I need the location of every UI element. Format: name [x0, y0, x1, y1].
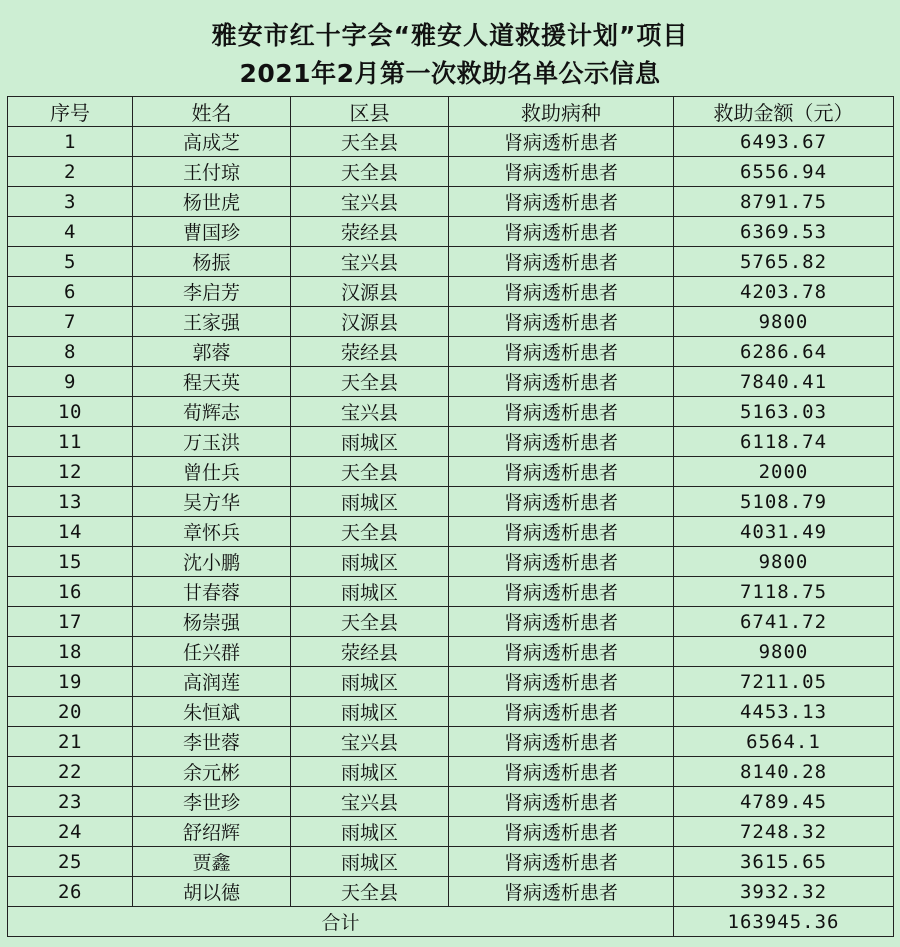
cell-name: 杨振	[133, 247, 291, 277]
cell-name: 吴方华	[133, 487, 291, 517]
cell-county: 汉源县	[291, 277, 449, 307]
cell-serial: 21	[8, 727, 133, 757]
cell-disease: 肾病透析患者	[449, 577, 674, 607]
cell-amount: 9800	[674, 307, 894, 337]
title-line-2: 2021年2月第一次救助名单公示信息	[239, 59, 661, 88]
cell-name: 杨崇强	[133, 607, 291, 637]
table-row	[8, 457, 894, 487]
cell-serial: 20	[8, 697, 133, 727]
cell-amount: 4031.49	[674, 517, 894, 547]
cell-county: 雨城区	[291, 847, 449, 877]
header-county: 区县	[291, 97, 449, 127]
header-serial: 序号	[8, 97, 133, 127]
cell-name: 李启芳	[133, 277, 291, 307]
assistance-table	[7, 96, 894, 937]
cell-amount: 8791.75	[674, 187, 894, 217]
cell-county: 宝兴县	[291, 727, 449, 757]
cell-amount: 6741.72	[674, 607, 894, 637]
cell-county: 宝兴县	[291, 187, 449, 217]
cell-serial: 17	[8, 607, 133, 637]
total-label: 合计	[8, 907, 674, 937]
cell-serial: 4	[8, 217, 133, 247]
table-row	[8, 577, 894, 607]
cell-county: 雨城区	[291, 487, 449, 517]
cell-disease: 肾病透析患者	[449, 757, 674, 787]
cell-serial: 16	[8, 577, 133, 607]
cell-county: 天全县	[291, 877, 449, 907]
cell-serial: 8	[8, 337, 133, 367]
table-row	[8, 727, 894, 757]
cell-serial: 18	[8, 637, 133, 667]
cell-county: 雨城区	[291, 817, 449, 847]
cell-county: 天全县	[291, 517, 449, 547]
table-row	[8, 217, 894, 247]
cell-amount: 4203.78	[674, 277, 894, 307]
cell-amount: 6369.53	[674, 217, 894, 247]
cell-serial: 14	[8, 517, 133, 547]
cell-disease: 肾病透析患者	[449, 277, 674, 307]
cell-serial: 9	[8, 367, 133, 397]
table-row	[8, 487, 894, 517]
cell-amount: 6118.74	[674, 427, 894, 457]
cell-name: 贾鑫	[133, 847, 291, 877]
table-row	[8, 127, 894, 157]
cell-amount: 6556.94	[674, 157, 894, 187]
table-row	[8, 427, 894, 457]
cell-amount: 4789.45	[674, 787, 894, 817]
cell-amount: 5163.03	[674, 397, 894, 427]
cell-disease: 肾病透析患者	[449, 247, 674, 277]
table-row	[8, 817, 894, 847]
header-amount: 救助金额（元）	[674, 97, 894, 127]
cell-amount: 6493.67	[674, 127, 894, 157]
cell-name: 王付琼	[133, 157, 291, 187]
cell-county: 天全县	[291, 607, 449, 637]
cell-disease: 肾病透析患者	[449, 337, 674, 367]
cell-name: 甘春蓉	[133, 577, 291, 607]
cell-serial: 26	[8, 877, 133, 907]
cell-county: 天全县	[291, 127, 449, 157]
header-row	[8, 97, 894, 127]
header-disease: 救助病种	[449, 97, 674, 127]
cell-disease: 肾病透析患者	[449, 607, 674, 637]
cell-county: 宝兴县	[291, 397, 449, 427]
cell-serial: 23	[8, 787, 133, 817]
cell-serial: 11	[8, 427, 133, 457]
table-row	[8, 157, 894, 187]
total-row	[8, 907, 894, 937]
cell-name: 程天英	[133, 367, 291, 397]
cell-serial: 15	[8, 547, 133, 577]
table-row	[8, 367, 894, 397]
cell-serial: 19	[8, 667, 133, 697]
cell-county: 雨城区	[291, 697, 449, 727]
cell-name: 李世蓉	[133, 727, 291, 757]
cell-name: 曾仕兵	[133, 457, 291, 487]
table-row	[8, 337, 894, 367]
cell-disease: 肾病透析患者	[449, 817, 674, 847]
cell-name: 任兴群	[133, 637, 291, 667]
cell-disease: 肾病透析患者	[449, 517, 674, 547]
cell-amount: 9800	[674, 637, 894, 667]
cell-disease: 肾病透析患者	[449, 847, 674, 877]
cell-amount: 3615.65	[674, 847, 894, 877]
cell-amount: 7118.75	[674, 577, 894, 607]
cell-disease: 肾病透析患者	[449, 127, 674, 157]
cell-name: 郭蓉	[133, 337, 291, 367]
cell-disease: 肾病透析患者	[449, 217, 674, 247]
table-row	[8, 757, 894, 787]
table-row	[8, 847, 894, 877]
table-row	[8, 547, 894, 577]
cell-name: 舒绍辉	[133, 817, 291, 847]
title-line-1: 雅安市红十字会“雅安人道救援计划”项目	[211, 21, 689, 50]
cell-county: 雨城区	[291, 757, 449, 787]
cell-disease: 肾病透析患者	[449, 487, 674, 517]
cell-disease: 肾病透析患者	[449, 157, 674, 187]
cell-amount: 5765.82	[674, 247, 894, 277]
cell-amount: 4453.13	[674, 697, 894, 727]
total-amount: 163945.36	[674, 907, 894, 937]
cell-disease: 肾病透析患者	[449, 727, 674, 757]
cell-county: 荥经县	[291, 217, 449, 247]
table-row	[8, 517, 894, 547]
cell-name: 王家强	[133, 307, 291, 337]
cell-amount: 8140.28	[674, 757, 894, 787]
cell-serial: 7	[8, 307, 133, 337]
cell-name: 高成芝	[133, 127, 291, 157]
cell-disease: 肾病透析患者	[449, 877, 674, 907]
table-row	[8, 397, 894, 427]
table-row	[8, 697, 894, 727]
cell-amount: 3932.32	[674, 877, 894, 907]
cell-county: 汉源县	[291, 307, 449, 337]
document-title	[0, 0, 900, 96]
cell-serial: 6	[8, 277, 133, 307]
cell-serial: 25	[8, 847, 133, 877]
table-row	[8, 667, 894, 697]
cell-county: 天全县	[291, 367, 449, 397]
cell-amount: 7211.05	[674, 667, 894, 697]
cell-disease: 肾病透析患者	[449, 547, 674, 577]
cell-name: 李世珍	[133, 787, 291, 817]
cell-county: 天全县	[291, 157, 449, 187]
cell-disease: 肾病透析患者	[449, 637, 674, 667]
cell-county: 雨城区	[291, 547, 449, 577]
cell-county: 荥经县	[291, 637, 449, 667]
table-row	[8, 307, 894, 337]
cell-serial: 1	[8, 127, 133, 157]
cell-name: 沈小鹏	[133, 547, 291, 577]
cell-amount: 7840.41	[674, 367, 894, 397]
cell-amount: 6286.64	[674, 337, 894, 367]
cell-disease: 肾病透析患者	[449, 187, 674, 217]
cell-name: 章怀兵	[133, 517, 291, 547]
cell-amount: 5108.79	[674, 487, 894, 517]
cell-county: 雨城区	[291, 577, 449, 607]
cell-disease: 肾病透析患者	[449, 667, 674, 697]
cell-disease: 肾病透析患者	[449, 457, 674, 487]
cell-county: 宝兴县	[291, 787, 449, 817]
cell-name: 朱恒斌	[133, 697, 291, 727]
table-row	[8, 877, 894, 907]
cell-disease: 肾病透析患者	[449, 397, 674, 427]
table-row	[8, 607, 894, 637]
cell-serial: 24	[8, 817, 133, 847]
cell-county: 雨城区	[291, 667, 449, 697]
cell-serial: 2	[8, 157, 133, 187]
cell-serial: 13	[8, 487, 133, 517]
cell-serial: 10	[8, 397, 133, 427]
table-row	[8, 277, 894, 307]
cell-name: 杨世虎	[133, 187, 291, 217]
cell-name: 余元彬	[133, 757, 291, 787]
cell-county: 宝兴县	[291, 247, 449, 277]
cell-county: 雨城区	[291, 427, 449, 457]
cell-serial: 5	[8, 247, 133, 277]
cell-county: 荥经县	[291, 337, 449, 367]
cell-serial: 3	[8, 187, 133, 217]
cell-amount: 6564.1	[674, 727, 894, 757]
header-name: 姓名	[133, 97, 291, 127]
cell-disease: 肾病透析患者	[449, 307, 674, 337]
cell-amount: 9800	[674, 547, 894, 577]
cell-name: 高润莲	[133, 667, 291, 697]
cell-amount: 2000	[674, 457, 894, 487]
cell-county: 天全县	[291, 457, 449, 487]
table-body	[8, 127, 894, 907]
cell-name: 胡以德	[133, 877, 291, 907]
cell-disease: 肾病透析患者	[449, 367, 674, 397]
cell-name: 万玉洪	[133, 427, 291, 457]
cell-name: 曹国珍	[133, 217, 291, 247]
table-row	[8, 247, 894, 277]
cell-disease: 肾病透析患者	[449, 697, 674, 727]
cell-serial: 12	[8, 457, 133, 487]
cell-disease: 肾病透析患者	[449, 787, 674, 817]
cell-disease: 肾病透析患者	[449, 427, 674, 457]
cell-serial: 22	[8, 757, 133, 787]
table-row	[8, 787, 894, 817]
cell-name: 荀辉志	[133, 397, 291, 427]
cell-amount: 7248.32	[674, 817, 894, 847]
table-row	[8, 637, 894, 667]
table-row	[8, 187, 894, 217]
